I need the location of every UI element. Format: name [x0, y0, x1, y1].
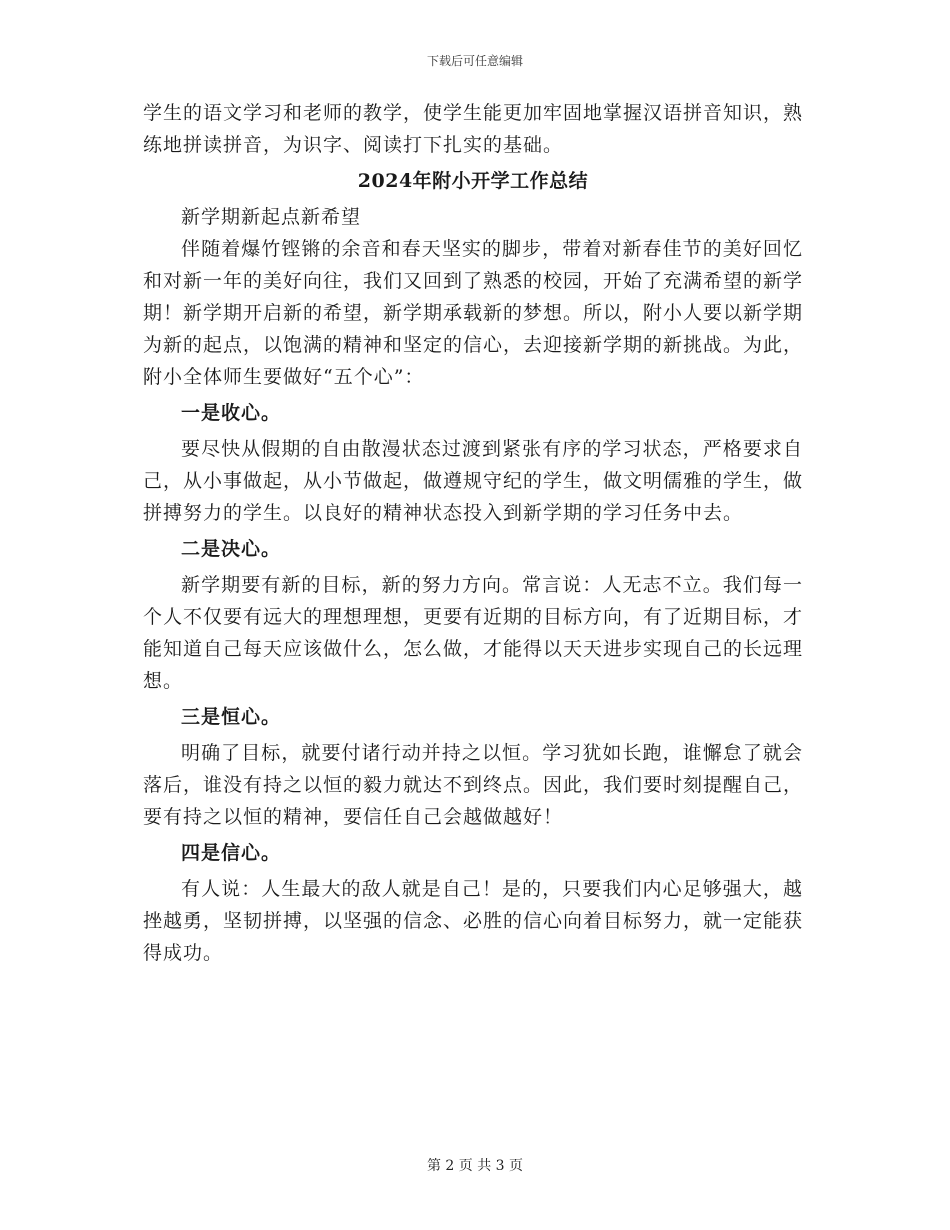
section-heading-3: 三是恒心。	[181, 706, 282, 728]
section-body-2: 新学期要有新的目标，新的努力方向。常言说：人无志不立。我们每一个人不仅要有远大的理想理想，更要有近期的目标方向，有了近期目标，才能知道自己每天应该做什么，怎么做，才能得以天天进步实现自己的长远理想。	[143, 574, 804, 692]
document-subtitle: 新学期新起点新希望	[181, 206, 362, 228]
intro-paragraph: 伴随着爆竹铿锵的余音和春天坚实的脚步，带着对新春佳节的美好回忆和对新一年的美好向往，我们又回到了熟悉的校园，开始了充满希望的新学期！新学期开启新的希望，新学期承载新的梦想。所以，附小人要以新学期为新的起点，以饱满的精神和坚定的信心，去迎接新学期的新挑战。为此，附小全体师生要做好“五个心”：	[143, 238, 804, 388]
section-body-1: 要尽快从假期的自由散漫状态过渡到紧张有序的学习状态，严格要求自己，从小事做起，从小节做起，做遵规守纪的学生，做文明儒雅的学生，做拼搏努力的学生。以良好的精神状态投入到新学期的学习任务中去。	[143, 438, 804, 524]
section-heading-1: 一是收心。	[181, 402, 282, 424]
section-heading-4: 四是信心。	[181, 842, 282, 864]
page-number: 第 2 页 共 3 页	[426, 1158, 524, 1174]
document-body	[143, 97, 803, 969]
section-body-4: 有人说：人生最大的敌人就是自己！是的，只要我们内心足够强大，越挫越勇，坚韧拼搏，以坚强的信念、必胜的信心向着目标努力，就一定能获得成功。	[143, 878, 804, 964]
section-body-3: 明确了目标，就要付诸行动并持之以恒。学习犹如长跑，谁懈怠了就会落后，谁没有持之以恒的毅力就达不到终点。因此，我们要时刻提醒自己，要有持之以恒的精神，要信任自己会越做越好！	[143, 742, 804, 828]
document-title: 2024年附小开学工作总结	[357, 170, 589, 192]
section-heading-2: 二是决心。	[181, 538, 282, 560]
page-header: 下载后可任意编辑	[426, 54, 523, 68]
continued-paragraph: 学生的语文学习和老师的教学，使学生能更加牢固地掌握汉语拼音知识，熟练地拼读拼音，为识字、阅读打下扎实的基础。	[143, 102, 804, 156]
